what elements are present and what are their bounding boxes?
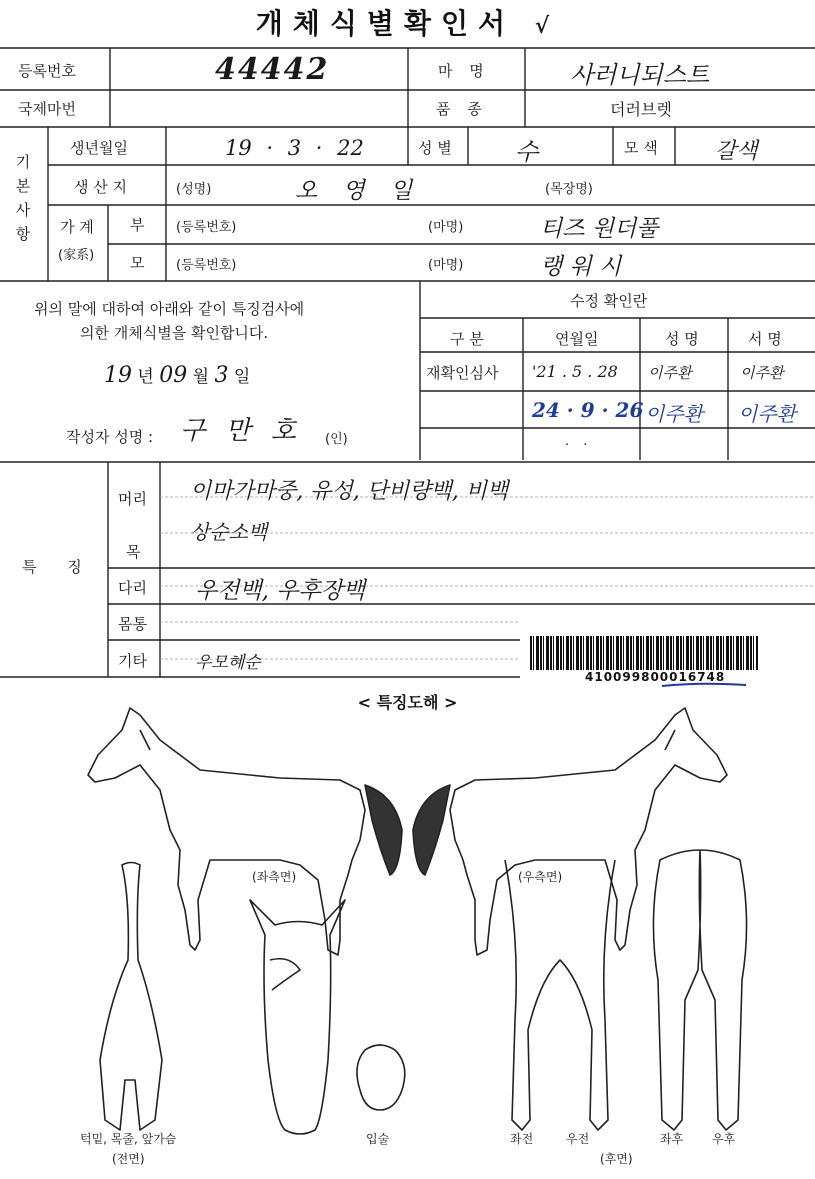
- revision-row-2-name: 이주환: [645, 402, 703, 426]
- revision-header-type: 구 분: [450, 330, 484, 348]
- body-label: 몸통: [118, 615, 147, 633]
- revision-header-sign: 서 명: [748, 330, 782, 348]
- barcode-underline: [660, 680, 750, 690]
- right-side-caption: (우측면): [518, 870, 563, 884]
- registration-value: 44442: [215, 52, 330, 87]
- horse-name-label: 마 명: [438, 62, 490, 80]
- breed-label: 품 종: [436, 100, 488, 118]
- birth-date-value: 19 · 3 · 22: [225, 136, 364, 160]
- coat-color-label: 모 색: [624, 139, 658, 157]
- revision-row-2-date: 24 · 9 · 26: [532, 398, 644, 422]
- left-front-caption: 좌전: [510, 1132, 534, 1146]
- leg-label: 다리: [118, 579, 147, 597]
- horse-rear-view-drawing: [653, 850, 746, 1130]
- statement-line-2: 의한 개체식별을 확인합니다.: [80, 324, 269, 342]
- breeder-name-value: 오 영 일: [295, 178, 413, 204]
- horse-left-side-drawing: [88, 708, 402, 955]
- head-label: 머리: [118, 490, 147, 508]
- month-label: 월: [192, 367, 210, 387]
- confirm-month: 09: [159, 363, 188, 388]
- horse-name-value: 사러니되스트: [570, 61, 710, 89]
- left-side-caption: (좌측면): [252, 870, 297, 884]
- features-label-char: 특: [22, 558, 37, 576]
- breeder-name-label: (성명): [176, 182, 212, 197]
- year-label: 년: [137, 367, 154, 387]
- features-label-char: 징: [67, 558, 82, 576]
- dam-reg-no-label: (등록번호): [176, 258, 237, 273]
- dam-label: 모: [130, 254, 145, 272]
- horse-right-side-drawing: [413, 708, 727, 955]
- confirm-date: [104, 362, 250, 388]
- coat-color-value: 갈색: [715, 139, 758, 164]
- revision-header-date: 연월일: [555, 330, 599, 348]
- sire-name-label: (마명): [428, 220, 464, 235]
- dam-name-value: 랭 워 시: [540, 254, 622, 280]
- confirm-year: 19: [104, 363, 132, 388]
- leg-value: 우전백, 우후장백: [195, 578, 366, 604]
- revision-row-2-sign: 이주환: [738, 402, 796, 426]
- document-title: [0, 2, 815, 42]
- confirm-day: 3: [214, 363, 229, 388]
- lips-caption: 입술: [366, 1132, 390, 1146]
- sex-label: 성 별: [418, 139, 452, 157]
- revision-row-1-sign: 이주환: [740, 364, 784, 382]
- title-check-mark: √: [534, 13, 560, 39]
- rear-caption: (후면): [600, 1152, 633, 1166]
- day-label: 일: [233, 367, 251, 387]
- writer-name-value: 구 만 호: [180, 416, 296, 446]
- basic-label-char: 기: [15, 153, 31, 171]
- birth-date-label: 생년월일: [70, 139, 128, 157]
- revision-row-1-type: 재확인심사: [426, 364, 499, 382]
- sire-label: 부: [130, 216, 145, 234]
- horse-lips-drawing: [357, 1045, 405, 1110]
- head-value-line-1: 이마가마중, 유성, 단비량백, 비백: [190, 479, 509, 504]
- neck-label: 목: [126, 543, 141, 561]
- horse-front-legs-drawing: [505, 860, 615, 1130]
- lineage-label: 가 계: [60, 218, 94, 236]
- basic-label-char: 항: [15, 225, 31, 243]
- seal-label: (인): [325, 432, 348, 447]
- statement-line-1: 위의 말에 대하여 아래와 같이 특징검사에: [34, 300, 305, 318]
- barcode-number: 410099800016748: [585, 670, 726, 684]
- head-value-line-2: 상순소백: [190, 520, 268, 544]
- writer-label: 작성자 성명 :: [66, 428, 154, 446]
- diagram-title: < 특징도해 >: [357, 693, 458, 712]
- front-sub-caption: (전면): [112, 1152, 145, 1166]
- right-hind-caption: 우후: [712, 1132, 736, 1146]
- basic-label-char: 사: [15, 201, 31, 219]
- horse-head-front-drawing: [250, 900, 345, 1134]
- features-section-label: [22, 556, 82, 577]
- basic-label-char: 본: [15, 177, 31, 195]
- horse-front-chest-drawing: [100, 863, 162, 1131]
- barcode-image: [530, 636, 758, 670]
- breed-value: 더러브렛: [610, 100, 672, 119]
- revision-title: 수정 확인란: [570, 292, 648, 310]
- revision-row-1-name: 이주환: [648, 364, 692, 382]
- right-front-caption: 우전: [566, 1132, 590, 1146]
- etc-label: 기타: [118, 652, 147, 670]
- international-number-label: 국제마번: [18, 100, 76, 118]
- revision-row-3-date: · ·: [565, 438, 588, 453]
- revision-row-1-date: '21 . 5 . 28: [532, 362, 618, 381]
- sire-name-value: 티즈 원더풀: [540, 216, 659, 242]
- dam-name-label: (마명): [428, 258, 464, 273]
- title-text: 개체식별확인서: [255, 7, 516, 40]
- farm-name-label: (목장명): [545, 182, 593, 197]
- front-caption: 턱밑, 목줄, 앞가슴: [80, 1132, 177, 1146]
- revision-header-name: 성 명: [665, 330, 699, 348]
- etc-value: 우모혜순: [195, 653, 261, 673]
- sex-value: 수: [515, 138, 539, 166]
- left-hind-caption: 좌후: [660, 1132, 684, 1146]
- sire-reg-no-label: (등록번호): [176, 220, 237, 235]
- lineage-sub-label: (家系): [58, 248, 95, 263]
- basic-section-label: [12, 150, 34, 246]
- horse-diagram: [0, 700, 815, 1179]
- origin-label: 생 산 지: [74, 178, 128, 196]
- registration-label: 등록번호: [18, 62, 76, 80]
